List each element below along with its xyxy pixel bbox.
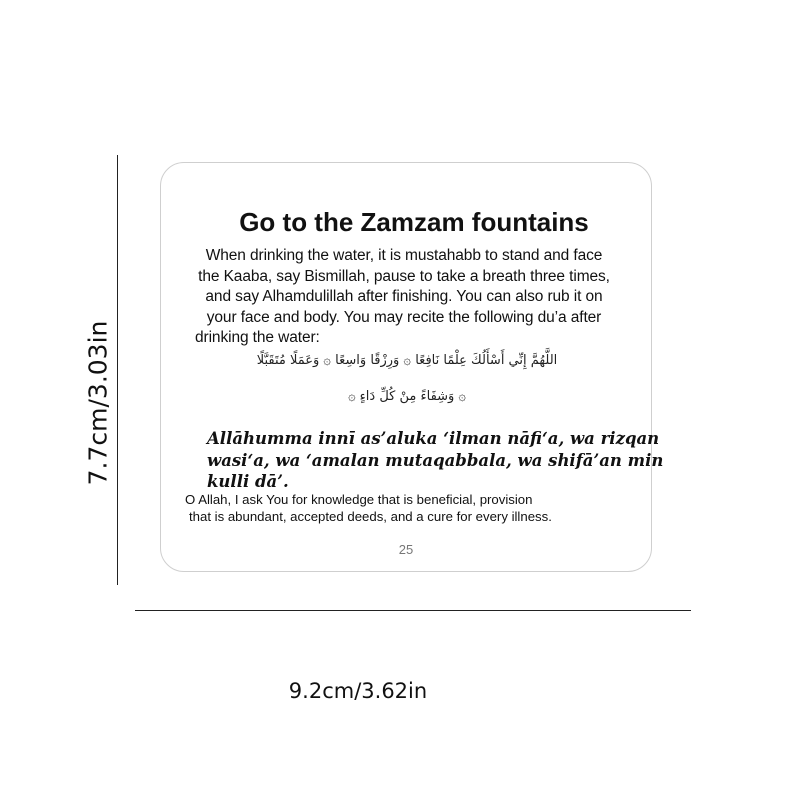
intro-line: and say Alhamdulillah after finishing. You can also rub it on [205,288,603,305]
arabic-dua-line: اللَّهُمَّ إِنِّي أَسْأَلُكَ عِلْمًا نَافِعًا ۞ وَرِزْقًا وَاسِعًا ۞ وَعَمَلًا مُتَقَبَّلًا [256,353,558,368]
intro-line: When drinking the water, it is mustahabb to stand and face [205,247,603,264]
height-dimension-line [117,155,118,585]
transliteration-line: Allāhumma innī as’aluka ‘ilman nāfi‘a, wa rizqan [207,429,660,448]
intro-paragraph [195,246,613,349]
intro-line: your face and body. You may recite the following du’a after [206,308,602,326]
intro-line: the Kaaba, say Bismillah, pause to take a breath three times, [198,267,610,285]
transliteration-paragraph [207,428,664,493]
card-title: Go to the Zamzam fountains [239,207,589,237]
width-dimension-label: 9.2cm/3.62in [288,679,428,703]
translation-paragraph [185,491,625,525]
page-number: 25 [398,542,414,557]
translation-line: O Allah, I ask You for knowledge that is beneficial, provision [185,492,533,507]
translation-line: that is abundant, accepted deeds, and a cure for every illness. [189,509,552,524]
intro-line: drinking the water: [195,329,320,346]
transliteration-line: kulli dā’. [207,472,289,491]
height-dimension-label: 7.7cm/3.03in [83,320,113,486]
width-dimension-line [135,610,691,611]
arabic-dua-line: ۞ وَشِفَاءً مِنْ كُلِّ دَاءٍ ۞ [347,389,467,404]
dua-card [160,162,664,572]
transliteration-line: wasi‘a, wa ‘amalan mutaqabbala, wa shifā’an min [207,450,664,470]
